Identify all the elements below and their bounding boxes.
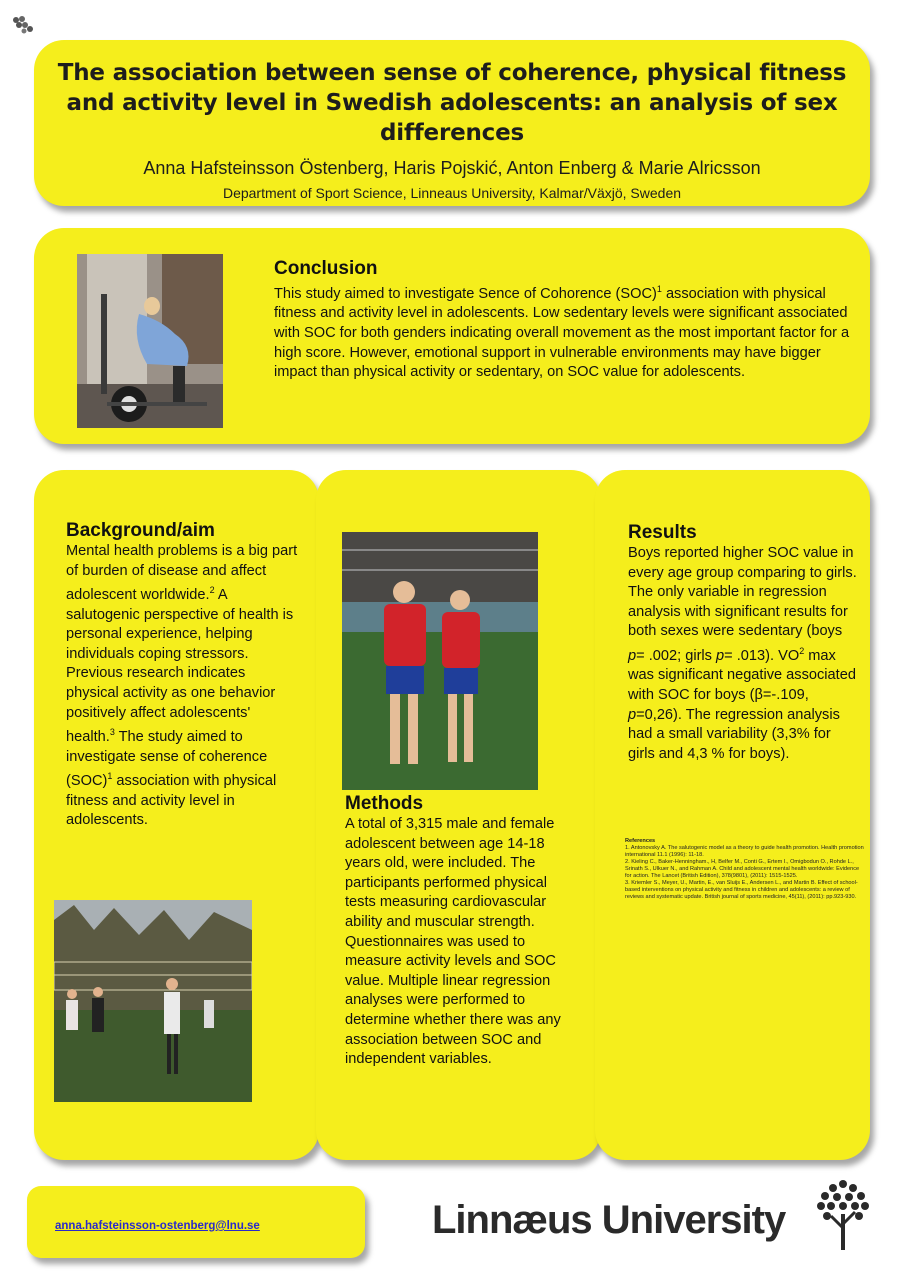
contact-panel [27, 1186, 365, 1258]
affiliation: Department of Sport Science, Linneaus University, Kalmar/Växjö, Sweden [222, 185, 682, 201]
results-heading: Results [628, 522, 697, 543]
reference-item: 1. Antonovsky A. The salutogenic model as a theory to guide health promotion. Health promotion international 11.1 (1996): 11-18. [625, 845, 864, 858]
references-heading: References [625, 838, 656, 844]
background-text: Mental health problems is a big part of burden of disease and affect adolescent worldwide.$^2$ A salutogenic perspective of health is personal experience, helping individuals coping stressors. Previous research indicates physical activity as one behavior positively affect adolescents' health.$^3$ The study aimed to investigate sense of coherence (SOC)$^1$ association with physical fitness and activity level in adolescents. [66, 543, 298, 829]
conclusion-text: This study aimed to investigate Sence of Cohorence (SOC)$^1$ association with physical fitness and activity level in adolescents. Low sedentary levels were significant associated with SOC for both genders indicating overall movement as the most important factor for a high score. However, emotional support in vulnerable environments may have bigger impact than physical activity or sedentary, on SOC value for adolescents. [274, 284, 850, 381]
background-heading: Background/aim [66, 520, 215, 541]
methods-heading: Methods [345, 793, 424, 814]
deadlift-photo [77, 254, 223, 428]
reference-item: 3. Kriemler S., Meyer, U., Martin, E., van Sluijs E., Andersen L., and Martin B. Effect of school-based interventions on physical activity and fitness in children and adolescents: a review of reviews and systematic update. British journal of sports medicine, 45(11), (2011): pp.923-930. [625, 880, 858, 900]
conclusion-heading: Conclusion [274, 258, 378, 279]
players-photo [342, 532, 538, 790]
results-panel [595, 470, 870, 1160]
references [625, 838, 865, 901]
methods-panel [316, 470, 601, 1160]
poster-title: The association between sense of coherence, physical fitness and activity level in Swedish adolescents: an analysis of sex differences [57, 60, 847, 146]
methods-text: A total of 3,315 male and female adolescent between age 14-18 years old, were included. The participants performed physical tests measuring cardiovascular ability and muscular strength. Questionnaires was used to measure activity levels and SOC value. Multiple linear regression analyses were performed to determine whether there was any association between SOC and independent variables. [345, 816, 561, 1068]
corner-tree-icon [10, 14, 38, 36]
university-tree-icon [815, 1178, 871, 1250]
reference-item: 2. Kieling C., Baker-Henningham., H, Belfer M., Conti G., Ertem I., Omigbodun O., Rohde L., Srinath S., Ulkuer N., and Rahman A. Child and adolescent mental health worldwide: Evidence for action. The Lancet (British Edition), 378(9801), (2011): 1515-1525. [625, 859, 860, 879]
university-logo-text: Linnæus University [432, 1198, 786, 1242]
results-text: Boys reported higher SOC value in every age group comparing to girls. The only variable in regression analysis with significant results for both sexes were sedentary (boys p= .002; girls p= .013). $VO^2$ max was significant negative associated with SOC for boys (β=-.109, p=0,26). The regression analysis had a small variability (3,3% for girls and 4,3 % for boys). [628, 545, 857, 762]
volleyball-photo [54, 900, 252, 1102]
contact-email-link[interactable]: anna.hafsteinsson-ostenberg@lnu.se [55, 1220, 260, 1232]
conclusion-panel [34, 228, 870, 444]
background-panel [34, 470, 319, 1160]
title-panel [34, 40, 870, 206]
authors: Anna Hafsteinsson Östenberg, Haris Pojskić, Anton Enberg & Marie Alricsson [143, 158, 761, 178]
